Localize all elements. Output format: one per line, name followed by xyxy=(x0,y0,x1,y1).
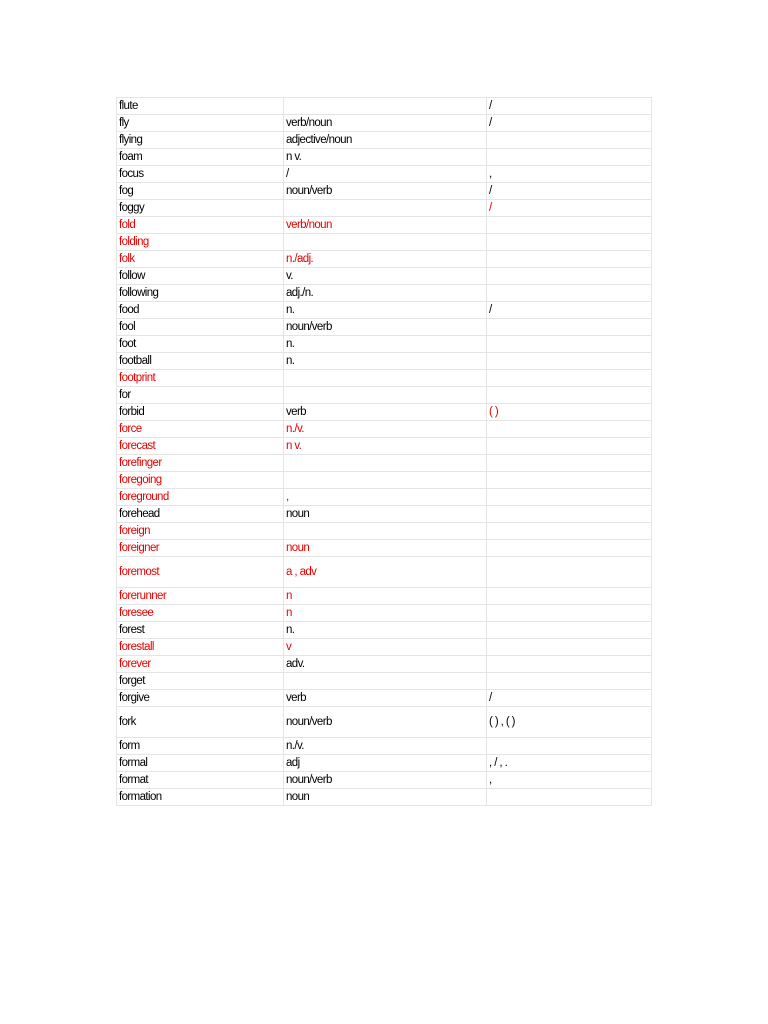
part-of-speech-cell: noun/verb xyxy=(284,772,487,789)
table-row xyxy=(117,472,652,489)
meaning-cell xyxy=(487,506,652,523)
table-row xyxy=(117,673,652,690)
table-row xyxy=(117,234,652,251)
meaning-cell: , xyxy=(487,772,652,789)
word-cell: foreign xyxy=(117,523,284,540)
meaning-cell xyxy=(487,336,652,353)
meaning-cell xyxy=(487,268,652,285)
table-row xyxy=(117,200,652,217)
word-cell: flying xyxy=(117,132,284,149)
word-cell: foggy xyxy=(117,200,284,217)
table-row xyxy=(117,404,652,421)
meaning-cell: / xyxy=(487,302,652,319)
table-row xyxy=(117,588,652,605)
table-row xyxy=(117,455,652,472)
meaning-cell: ( ) xyxy=(487,404,652,421)
part-of-speech-cell xyxy=(284,455,487,472)
word-cell: fork xyxy=(117,707,284,738)
meaning-cell: / xyxy=(487,200,652,217)
word-cell: foremost xyxy=(117,557,284,588)
part-of-speech-cell xyxy=(284,523,487,540)
part-of-speech-cell xyxy=(284,387,487,404)
word-cell: forever xyxy=(117,656,284,673)
word-cell: flute xyxy=(117,98,284,115)
table-row xyxy=(117,438,652,455)
word-cell: fly xyxy=(117,115,284,132)
part-of-speech-cell xyxy=(284,234,487,251)
part-of-speech-cell: adjective/noun xyxy=(284,132,487,149)
part-of-speech-cell: verb xyxy=(284,404,487,421)
part-of-speech-cell: verb/noun xyxy=(284,115,487,132)
word-cell: food xyxy=(117,302,284,319)
meaning-cell xyxy=(487,319,652,336)
part-of-speech-cell: n. xyxy=(284,336,487,353)
word-cell: footprint xyxy=(117,370,284,387)
word-cell: fool xyxy=(117,319,284,336)
part-of-speech-cell: noun xyxy=(284,789,487,806)
table-row xyxy=(117,132,652,149)
part-of-speech-cell: adj xyxy=(284,755,487,772)
word-cell: form xyxy=(117,738,284,755)
table-row xyxy=(117,217,652,234)
meaning-cell xyxy=(487,387,652,404)
part-of-speech-cell: n xyxy=(284,588,487,605)
meaning-cell: , xyxy=(487,166,652,183)
meaning-cell xyxy=(487,132,652,149)
table-row xyxy=(117,302,652,319)
table-row xyxy=(117,622,652,639)
meaning-cell xyxy=(487,673,652,690)
meaning-cell xyxy=(487,540,652,557)
meaning-cell xyxy=(487,622,652,639)
vocabulary-sheet xyxy=(116,97,651,806)
word-cell: focus xyxy=(117,166,284,183)
word-cell: forefinger xyxy=(117,455,284,472)
table-row xyxy=(117,489,652,506)
part-of-speech-cell: n./v. xyxy=(284,738,487,755)
meaning-cell xyxy=(487,251,652,268)
table-row xyxy=(117,336,652,353)
meaning-cell xyxy=(487,489,652,506)
word-cell: formal xyxy=(117,755,284,772)
word-cell: fold xyxy=(117,217,284,234)
table-row xyxy=(117,506,652,523)
table-row xyxy=(117,115,652,132)
part-of-speech-cell: v xyxy=(284,639,487,656)
word-cell: foot xyxy=(117,336,284,353)
part-of-speech-cell xyxy=(284,472,487,489)
meaning-cell xyxy=(487,639,652,656)
table-row xyxy=(117,656,652,673)
table-row xyxy=(117,523,652,540)
part-of-speech-cell: / xyxy=(284,166,487,183)
meaning-cell xyxy=(487,557,652,588)
meaning-cell xyxy=(487,217,652,234)
part-of-speech-cell xyxy=(284,673,487,690)
table-row xyxy=(117,540,652,557)
word-cell: foam xyxy=(117,149,284,166)
meaning-cell xyxy=(487,353,652,370)
word-cell: forget xyxy=(117,673,284,690)
meaning-cell xyxy=(487,523,652,540)
part-of-speech-cell: verb/noun xyxy=(284,217,487,234)
table-row xyxy=(117,251,652,268)
part-of-speech-cell: n xyxy=(284,605,487,622)
word-cell: format xyxy=(117,772,284,789)
part-of-speech-cell: noun/verb xyxy=(284,319,487,336)
part-of-speech-cell: n. xyxy=(284,622,487,639)
part-of-speech-cell xyxy=(284,200,487,217)
meaning-cell: / xyxy=(487,690,652,707)
word-cell: foresee xyxy=(117,605,284,622)
word-cell: folk xyxy=(117,251,284,268)
table-row xyxy=(117,370,652,387)
word-cell: fog xyxy=(117,183,284,200)
word-cell: force xyxy=(117,421,284,438)
part-of-speech-cell: noun/verb xyxy=(284,707,487,738)
table-row xyxy=(117,707,652,738)
part-of-speech-cell: noun/verb xyxy=(284,183,487,200)
meaning-cell xyxy=(487,455,652,472)
part-of-speech-cell: noun xyxy=(284,506,487,523)
meaning-cell: / xyxy=(487,115,652,132)
word-cell: forbid xyxy=(117,404,284,421)
meaning-cell xyxy=(487,234,652,251)
word-cell: forgive xyxy=(117,690,284,707)
meaning-cell xyxy=(487,285,652,302)
table-row xyxy=(117,319,652,336)
vocabulary-table xyxy=(116,97,652,806)
meaning-cell xyxy=(487,472,652,489)
part-of-speech-cell: n v. xyxy=(284,149,487,166)
meaning-cell: ( ) , ( ) xyxy=(487,707,652,738)
table-row xyxy=(117,755,652,772)
word-cell: for xyxy=(117,387,284,404)
meaning-cell xyxy=(487,438,652,455)
table-row xyxy=(117,639,652,656)
table-row xyxy=(117,285,652,302)
word-cell: forest xyxy=(117,622,284,639)
part-of-speech-cell: n. xyxy=(284,353,487,370)
part-of-speech-cell xyxy=(284,98,487,115)
part-of-speech-cell: n. xyxy=(284,302,487,319)
word-cell: forerunner xyxy=(117,588,284,605)
word-cell: forecast xyxy=(117,438,284,455)
part-of-speech-cell: verb xyxy=(284,690,487,707)
word-cell: foreground xyxy=(117,489,284,506)
table-row xyxy=(117,421,652,438)
part-of-speech-cell: v. xyxy=(284,268,487,285)
meaning-cell: / xyxy=(487,98,652,115)
part-of-speech-cell: adj./n. xyxy=(284,285,487,302)
meaning-cell xyxy=(487,738,652,755)
part-of-speech-cell: adv. xyxy=(284,656,487,673)
meaning-cell xyxy=(487,605,652,622)
meaning-cell xyxy=(487,421,652,438)
part-of-speech-cell: n./adj. xyxy=(284,251,487,268)
word-cell: following xyxy=(117,285,284,302)
table-row xyxy=(117,690,652,707)
word-cell: foregoing xyxy=(117,472,284,489)
table-row xyxy=(117,605,652,622)
table-row xyxy=(117,98,652,115)
vocabulary-rows xyxy=(117,98,652,806)
part-of-speech-cell: , xyxy=(284,489,487,506)
word-cell: folding xyxy=(117,234,284,251)
part-of-speech-cell: n v. xyxy=(284,438,487,455)
meaning-cell xyxy=(487,149,652,166)
meaning-cell xyxy=(487,656,652,673)
table-row xyxy=(117,183,652,200)
part-of-speech-cell: a , adv xyxy=(284,557,487,588)
table-row xyxy=(117,166,652,183)
part-of-speech-cell: n./v. xyxy=(284,421,487,438)
word-cell: follow xyxy=(117,268,284,285)
table-row xyxy=(117,789,652,806)
part-of-speech-cell: noun xyxy=(284,540,487,557)
word-cell: football xyxy=(117,353,284,370)
meaning-cell: , / , . xyxy=(487,755,652,772)
word-cell: forestall xyxy=(117,639,284,656)
meaning-cell: / xyxy=(487,183,652,200)
word-cell: formation xyxy=(117,789,284,806)
part-of-speech-cell xyxy=(284,370,487,387)
table-row xyxy=(117,738,652,755)
table-row xyxy=(117,387,652,404)
table-row xyxy=(117,149,652,166)
table-row xyxy=(117,353,652,370)
word-cell: foreigner xyxy=(117,540,284,557)
word-cell: forehead xyxy=(117,506,284,523)
table-row xyxy=(117,268,652,285)
table-row xyxy=(117,557,652,588)
table-row xyxy=(117,772,652,789)
meaning-cell xyxy=(487,789,652,806)
meaning-cell xyxy=(487,588,652,605)
meaning-cell xyxy=(487,370,652,387)
